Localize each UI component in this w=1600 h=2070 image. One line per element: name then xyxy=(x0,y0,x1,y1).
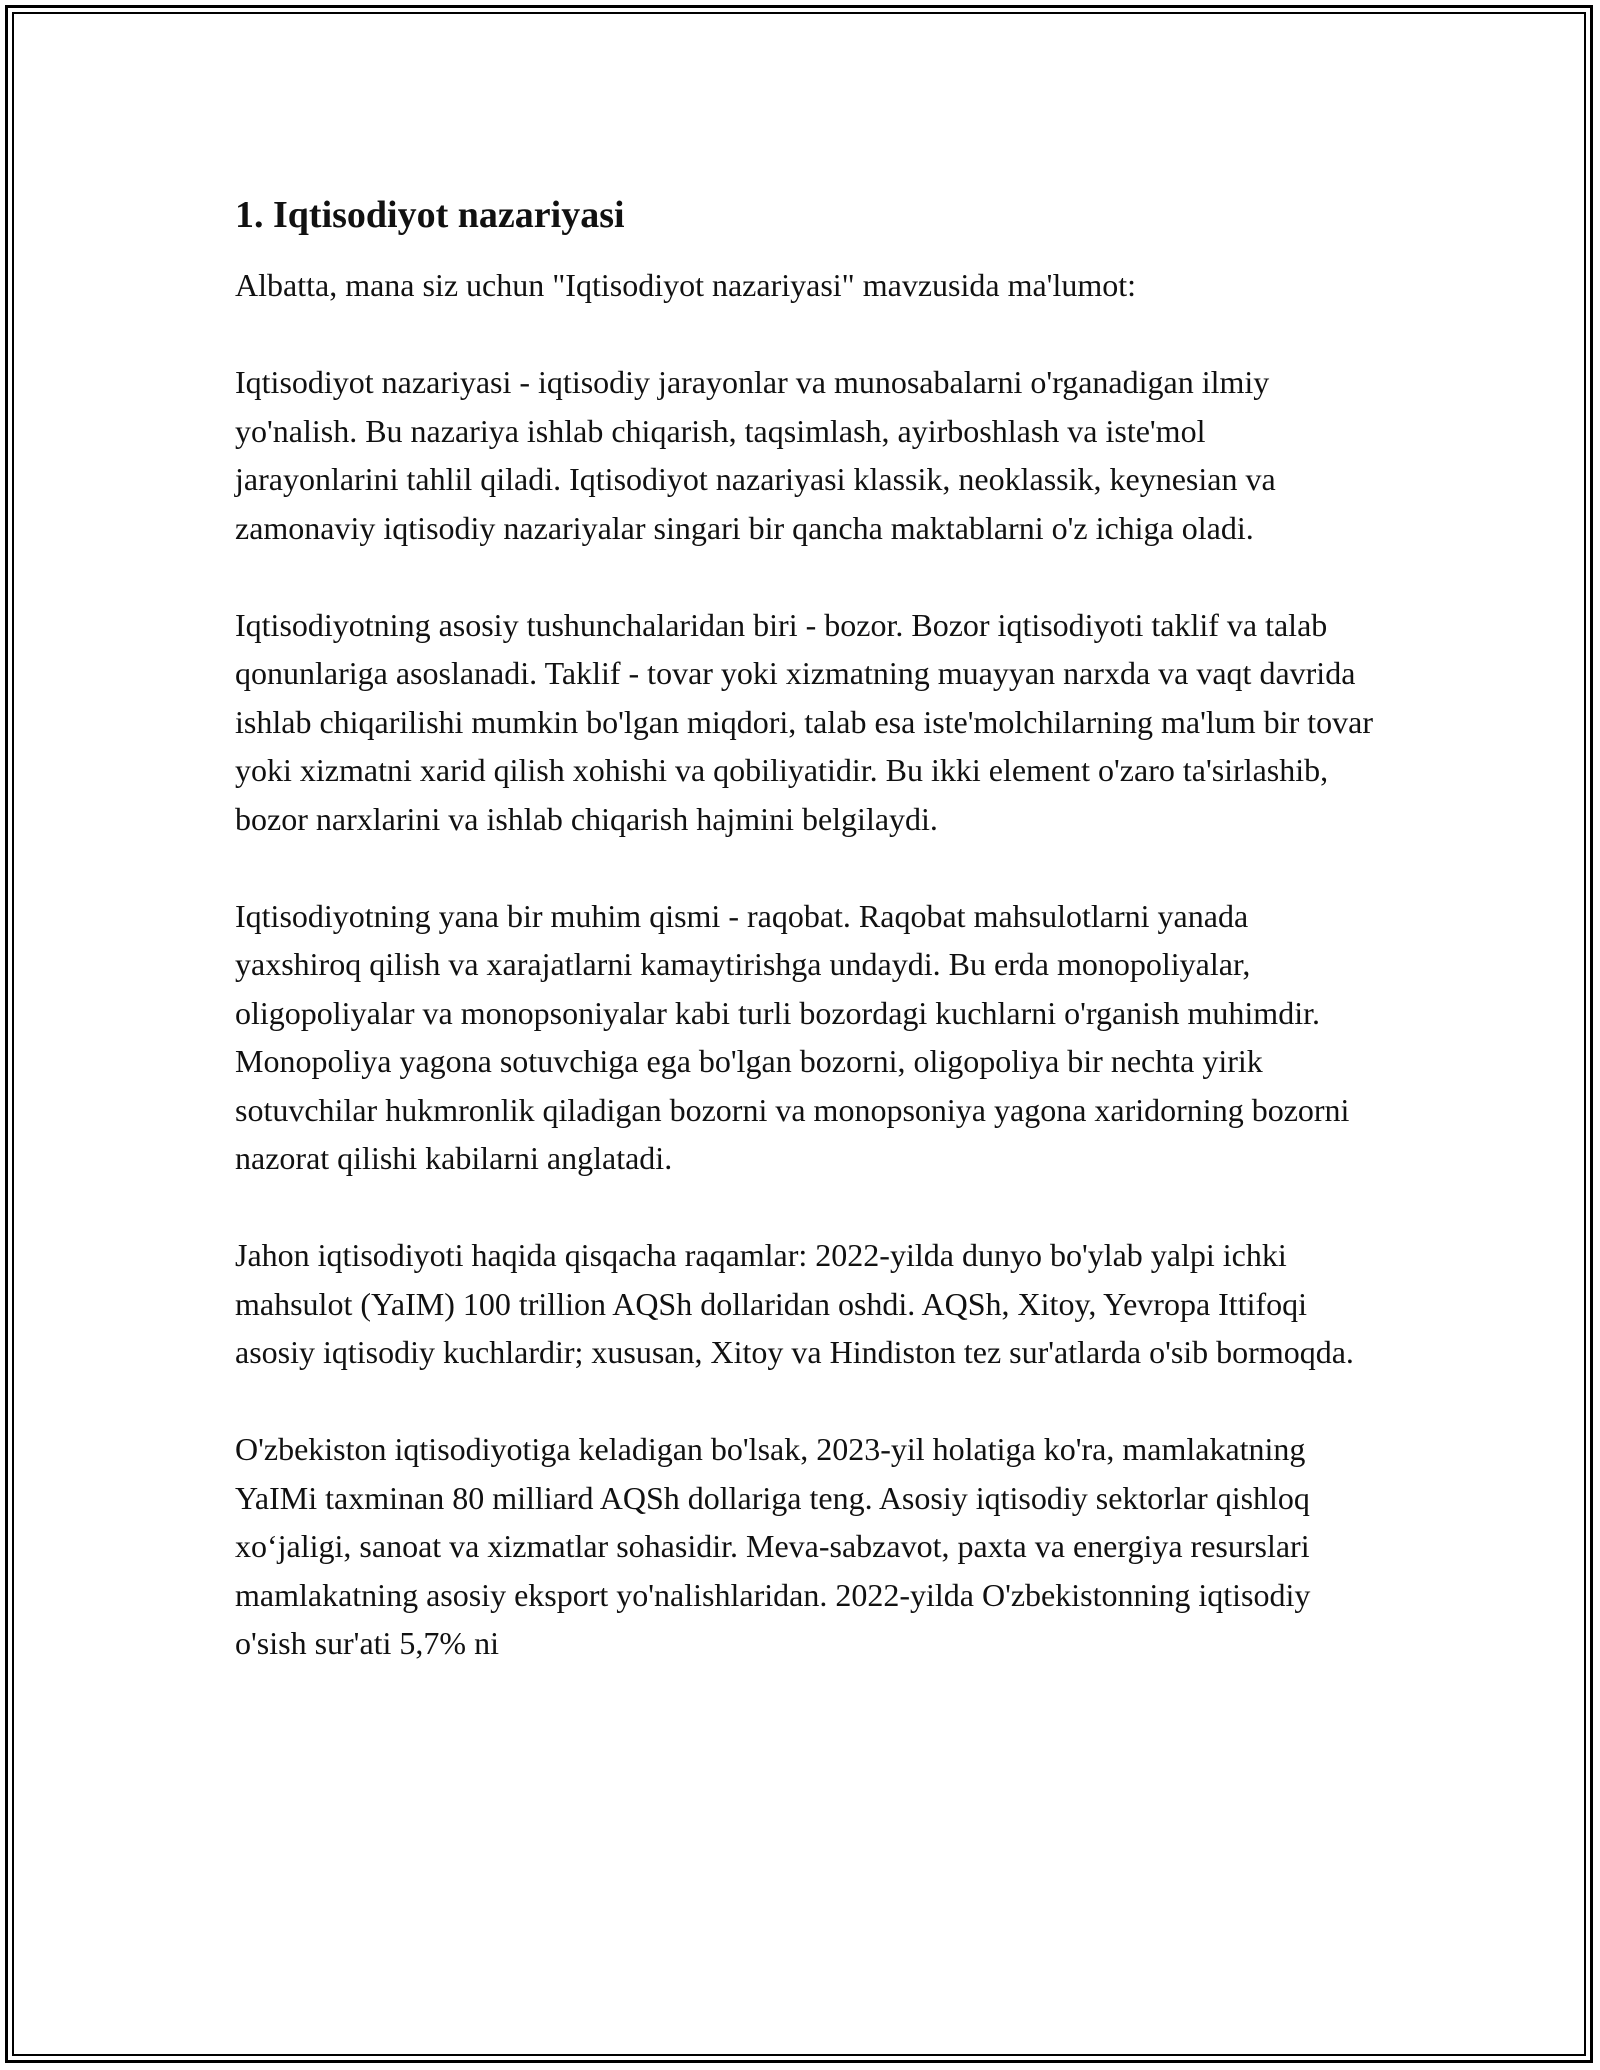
paragraph-uzbekistan-economy: O'zbekiston iqtisodiyotiga keladigan bo'lsak, 2023-yil holatiga ko'ra, mamlakatning YaIMi taxminan 80 milliard AQSh dollariga teng. Asosiy iqtisodiy sektorlar qishloq xo‘jaligi, sanoat va xizmatlar sohasidir. Meva-sabzavot, paxta va energiya resurslari mamlakatning asosiy eksport yo'nalishlaridan. 2022-yilda O'zbekistonning iqtisodiy o'sish sur'ati 5,7% ni xyxy=(235,1431,1311,1661)
section-heading: 1. Iqtisodiyot nazariyasi xyxy=(235,194,625,236)
intro-paragraph: Albatta, mana siz uchun "Iqtisodiyot nazariyasi" mavzusida ma'lumot: xyxy=(235,267,1136,303)
document-body xyxy=(235,187,1375,1716)
paragraph-world-economy: Jahon iqtisodiyoti haqida qisqacha raqamlar: 2022-yilda dunyo bo'ylab yalpi ichki mahsulot (YaIM) 100 trillion AQSh dollaridan oshdi. AQSh, Xitoy, Yevropa Ittifoqi asosiy iqtisodiy kuchlardir; xususan, Xitoy va Hindiston tez sur'atlarda o'sib bormoqda. xyxy=(235,1237,1354,1370)
paragraph-definition: Iqtisodiyot nazariyasi - iqtisodiy jarayonlar va munosabalarni o'rganadigan ilmiy yo'nalish. Bu nazariya ishlab chiqarish, taqsimlash, ayirboshlash va iste'mol jarayonlarini tahlil qiladi. Iqtisodiyot nazariyasi klassik, neoklassik, keynesian va zamonaviy iqtisodiy nazariyalar singari bir qancha maktablarni o'z ichiga oladi. xyxy=(235,364,1276,546)
paragraph-market: Iqtisodiyotning asosiy tushunchalaridan biri - bozor. Bozor iqtisodiyoti taklif va talab qonunlariga asoslanadi. Taklif - tovar yoki xizmatning muayyan narxda va vaqt davrida ishlab chiqarilishi mumkin bo'lgan miqdori, talab esa iste'molchilarning ma'lum bir tovar yoki xizmatni xarid qilish xohishi va qobiliyatidir. Bu ikki element o'zaro ta'sirlashib, bozor narxlarini va ishlab chiqarish hajmini belgilaydi. xyxy=(235,606,1373,837)
paragraph-competition: Iqtisodiyotning yana bir muhim qismi - raqobat. Raqobat mahsulotlarni yanada yaxshiroq qilish va xarajatlarni kamaytirishga undaydi. Bu erda monopoliyalar, oligopoliyalar va monopsoniyalar kabi turli bozordagi kuchlarni o'rganish muhimdir. Monopoliya yagona sotuvchiga ega bo'lgan bozorni, oligopoliya bir nechta yirik sotuvchilar hukmronlik qiladigan bozorni va monopsoniya yagona xaridorning bozorni nazorat qilishi kabilarni anglatadi. xyxy=(235,897,1350,1176)
